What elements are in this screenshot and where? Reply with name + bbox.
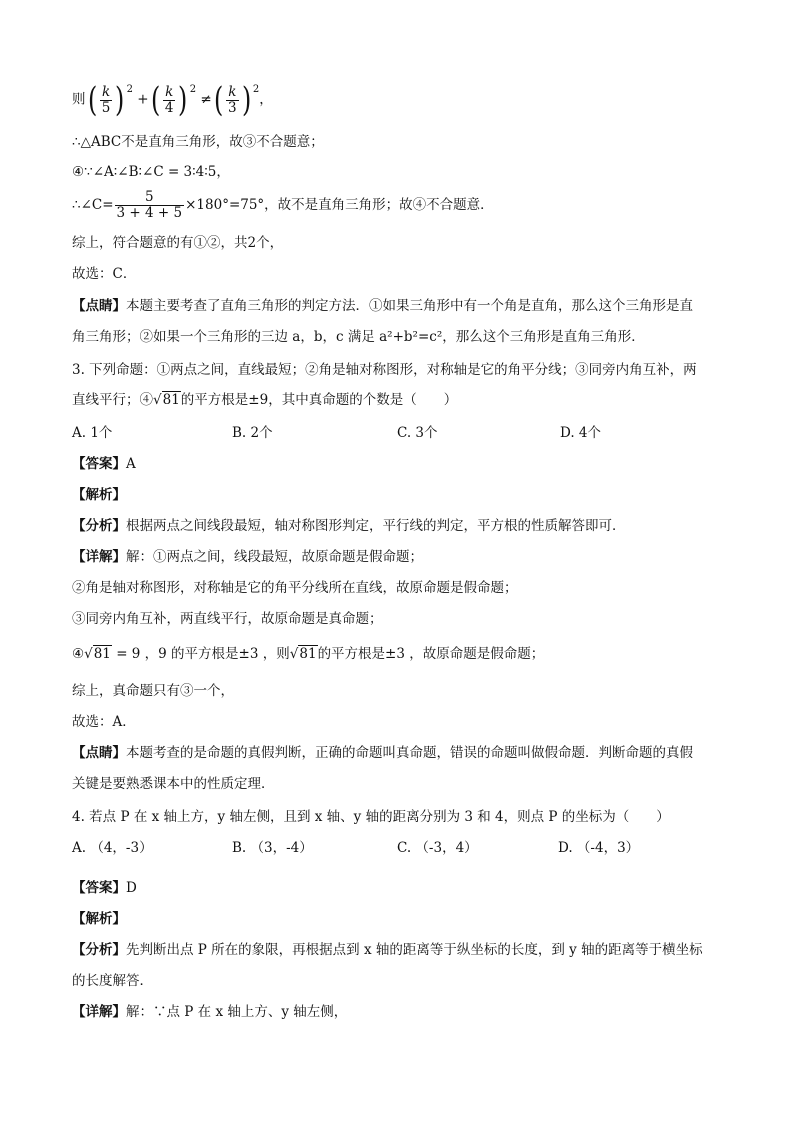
fraction-k-4: $\frac{k}{4}$ (164, 83, 174, 116)
option-b: B. 2个 (232, 425, 273, 441)
option-d: D. 4个 (560, 425, 602, 441)
analysis-tag: 【解析】 (72, 911, 126, 927)
fraction-k-5: $\frac{k}{5}$ (101, 83, 111, 116)
sqrt-81: √81 (289, 646, 317, 662)
fenxi-line: 【分析】根据两点之间线段最短，轴对称图形判定，平行线的判定，平方根的性质解答即可． (72, 518, 626, 534)
text-line: 综上，真命题只有③一个， (72, 683, 234, 699)
text-line: 故选：A． (72, 714, 136, 730)
option-d: D. （-4，3） (558, 840, 640, 856)
text-line: 【点睛】本题主要考查了直角三角形的判定方法．①如果三角形中有一个角是直角，那么这个三角形是直 (72, 298, 693, 314)
text-line: ④∵∠A∶∠B∶∠C = 3∶4∶5， (72, 164, 230, 180)
option-a: A. （4，-3） (72, 840, 153, 856)
sqrt-81: √81 (84, 646, 111, 662)
formula-line: 则( $\frac{k}{5}$ ) $^2$ +( $\frac{k}{4}$ ) $^2$ ≠( $\frac{k}{3}$ ) $^2$， (72, 80, 273, 120)
fenxi-line: 【分析】先判断出点 P 所在的象限，再根据点到 x 轴的距离等于纵坐标的长度，到 y 轴的距离等于横坐标 (72, 942, 703, 958)
fraction-k-3: $\frac{k}{3}$ (227, 83, 237, 116)
fraction-5-over-12: $\frac{5}{3 + 4 + 5}$ (116, 189, 183, 221)
question-4-stem: 4. 若点 P 在 x 轴上方，y 轴左侧，且到 x 轴、y 轴的距离分别为 3 和 4，则点 P 的坐标为（ ） (72, 809, 670, 825)
answer-line: 【答案】A (72, 456, 136, 472)
formula-prefix: 则 (72, 91, 86, 108)
option-c: C. （-3，4） (397, 840, 478, 856)
text-line-sqrt: ④√81 = 9 ，9 的平方根是±3 ，则√81的平方根是±3 ，故原命题是假命题； (72, 646, 545, 662)
text-line: 综上，符合题意的有①②，共2个， (72, 235, 284, 251)
text-line: 故选：C． (72, 266, 137, 282)
analysis-tag: 【解析】 (72, 487, 126, 503)
question-3-stem: 3. 下列命题：①两点之间，直线最短；②角是轴对称图形，对称轴是它的角平分线；③同旁内角互补，两 (72, 362, 697, 378)
text-line: ∴△ABC不是直角三角形，故③不合题意； (72, 134, 324, 150)
text-line: ②角是轴对称图形，对称轴是它的角平分线所在直线，故原命题是假命题； (72, 580, 518, 596)
text-line: 的长度解答． (72, 973, 153, 989)
option-b: B. （3，-4） (232, 840, 313, 856)
tag-dianjing: 【点睛】 (72, 298, 126, 314)
sqrt-81: √81 (153, 392, 180, 408)
dianjing-line: 【点睛】本题考查的是命题的真假判断，正确的命题叫真命题，错误的命题叫做假命题．判断命题的真假 (72, 745, 693, 761)
xiangjie-line: 【详解】解：∵点 P 在 x 轴上方、y 轴左侧， (72, 1004, 348, 1020)
text-line: ③同旁内角互补，两直线平行，故原命题是真命题； (72, 611, 383, 627)
question-3-stem-2: 直线平行；④√81的平方根是±9，其中真命题的个数是（ ） (72, 392, 458, 408)
option-c: C. 3个 (397, 425, 438, 441)
xiangjie-line: 【详解】解：①两点之间，线段最短，故原命题是假命题； (72, 549, 423, 565)
answer-line: 【答案】D (72, 880, 137, 896)
text-line: 关键是要熟悉课本中的性质定理． (72, 776, 275, 792)
option-a: A. 1个 (72, 425, 113, 441)
text-line: 角三角形；②如果一个三角形的三边 a，b，c 满足 a²+b²=c²，那么这个三角形是直角三角形． (72, 329, 645, 345)
formula-line-angle-c: ∴∠C= $\frac{5}{3 + 4 + 5}$ ×180°=75°，故不是直角三角形；故④不合题意． (72, 189, 494, 221)
